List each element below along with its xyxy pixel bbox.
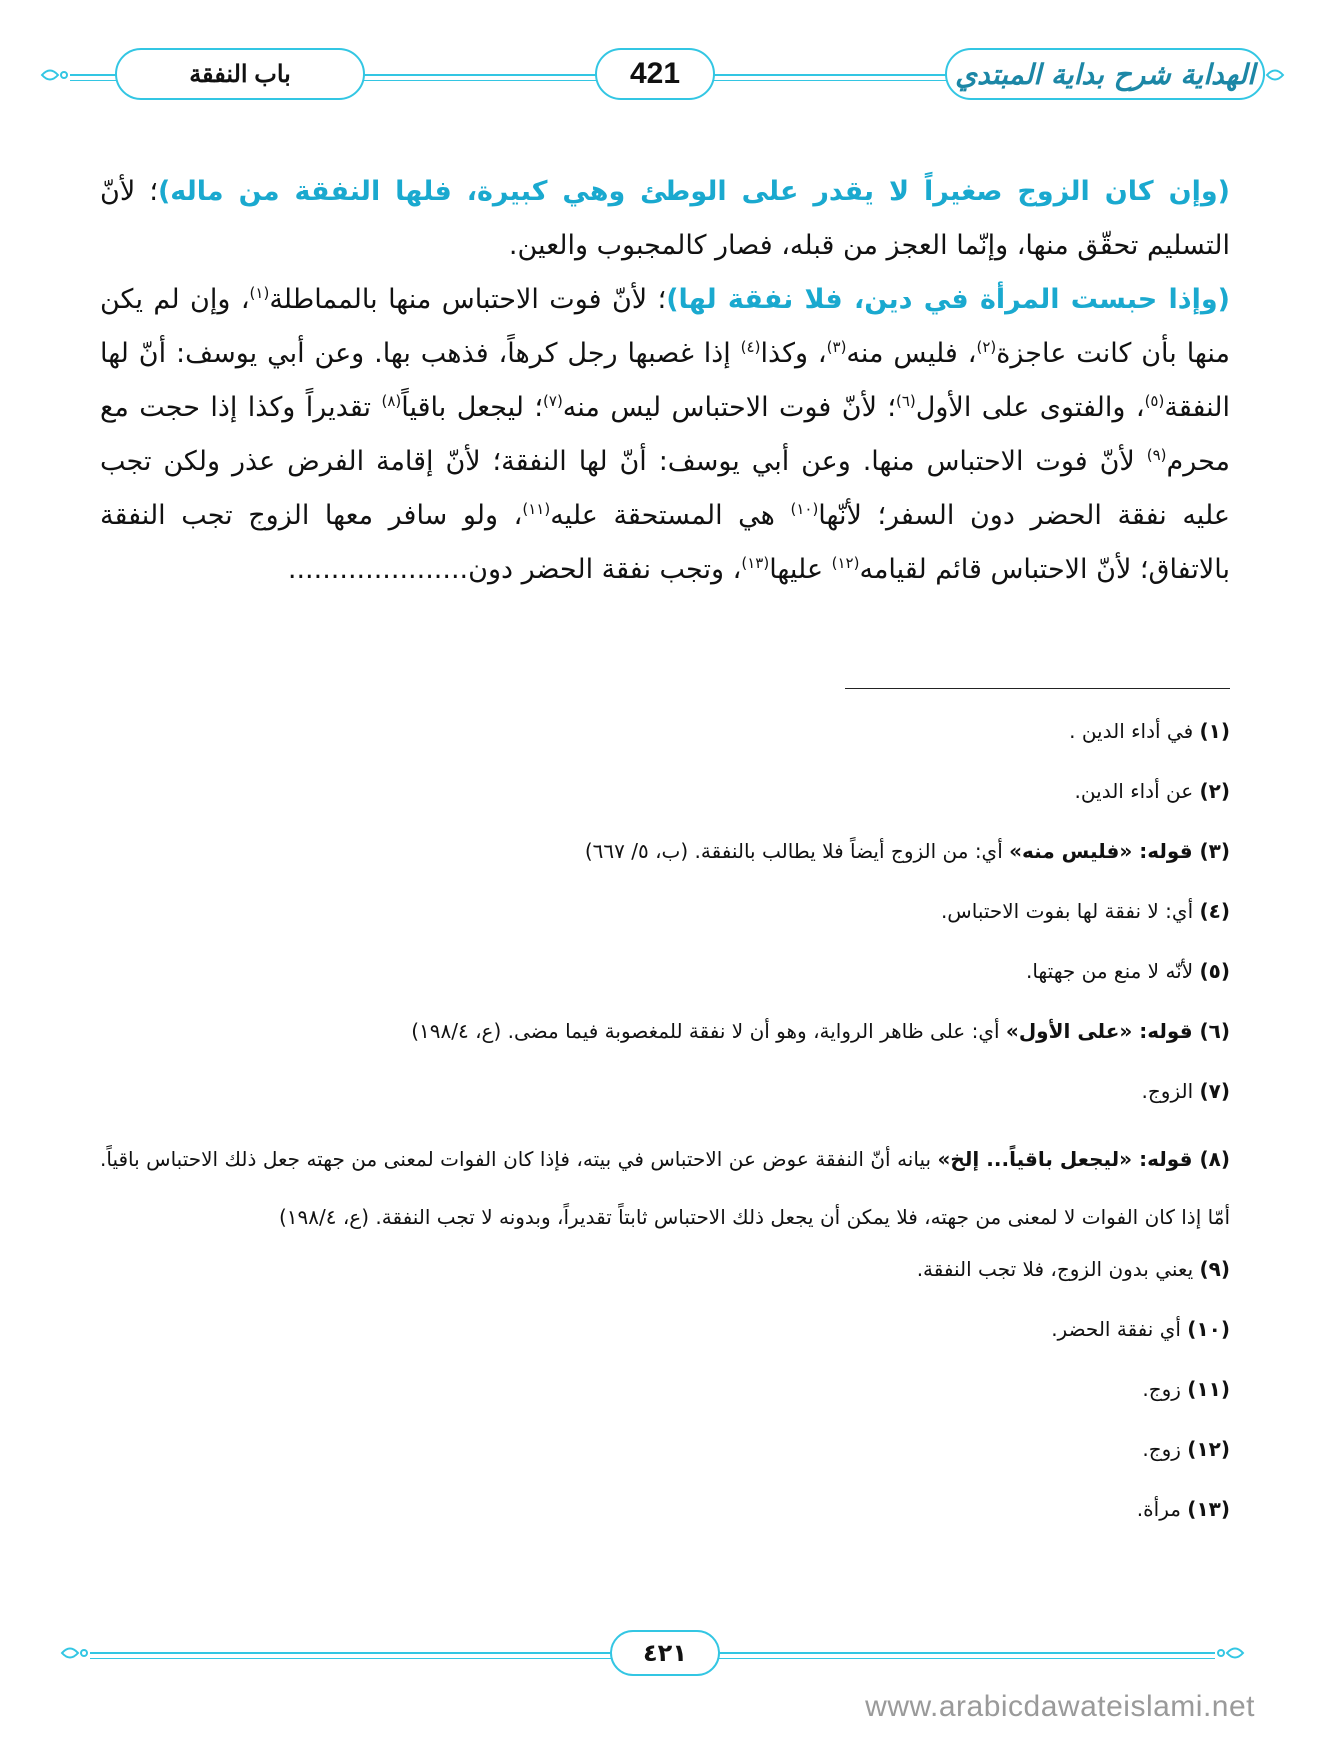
- footnote-ref[interactable]: (٣): [826, 338, 847, 356]
- footnote-ref[interactable]: (١٢): [831, 554, 860, 572]
- page-footer: [60, 1628, 1245, 1678]
- footnote-ref[interactable]: (٧): [543, 392, 563, 410]
- footnote-number: (٣): [1199, 839, 1230, 863]
- commentary-text: هي المستحقة عليه: [550, 500, 791, 531]
- footnote: [100, 890, 1230, 950]
- footnote: [100, 1308, 1230, 1368]
- footnote: [100, 710, 1230, 770]
- commentary-text: ، فليس منه: [846, 338, 977, 369]
- matn-text: (وإن كان الزوج صغيراً لا يقدر على الوطئ وهي كبيرة، فلها النفقة من ماله): [157, 176, 1230, 207]
- footnote-number: (١٠): [1187, 1317, 1230, 1341]
- commentary-text: ، وتجب نفقة الحضر دون: [468, 554, 742, 585]
- footnote: [100, 1428, 1230, 1488]
- footnote-ref[interactable]: (١٣): [741, 554, 770, 572]
- footnote-ref[interactable]: (٨): [381, 392, 402, 410]
- footnote: [100, 1010, 1230, 1070]
- footnote-text: أي: على ظاهر الرواية، وهو أن لا نفقة للمغصوبة فيما مضى. (ع، ١٩٨/٤): [411, 1019, 1006, 1043]
- commentary-text: تقديراً وكذا إذا حجت مع محرم: [100, 392, 1230, 477]
- footnote-ref[interactable]: (٦): [896, 392, 916, 410]
- footnote-keyword: قوله: «ليجعل باقياً... إلخ»: [937, 1147, 1200, 1171]
- footnote-text: أي: من الزوج أيضاً فلا يطالب بالنفقة. (ب، ٥/ ٦٦٧): [584, 839, 1010, 863]
- commentary-text: ، ولو سافر معها الزوج تجب النفقة بالاتفاق؛ لأنّ الاحتباس قائم لقيامه: [100, 500, 1230, 585]
- page-header: [40, 40, 1285, 110]
- footnote-ref[interactable]: (١): [249, 284, 270, 302]
- footnote-text: زوج.: [1142, 1437, 1188, 1461]
- footnote-text: بيانه أنّ النفقة عوض عن الاحتباس في بيته، فإذا كان الفوات لمعنى من جهته جعل ذلك الاحتباس باقياً. أمّا إذا كان الفوات لا لمعنى من جهته، فلا يمكن أن يجعل ذلك الاحتباس ثابتاً تقديراً، وبدونه لا تجب النفقة. (ع، ١٩٨/٤): [100, 1147, 1230, 1229]
- paragraph-1: [100, 165, 1230, 273]
- footnote: [100, 1368, 1230, 1428]
- footnote-ref[interactable]: (٤): [740, 338, 761, 356]
- footnote-text: في أداء الدين .: [1069, 719, 1200, 743]
- paragraph-2: [100, 273, 1230, 597]
- matn-text: (وإذا حبست المرأة في دين، فلا نفقة لها): [666, 284, 1230, 315]
- footnote: [100, 770, 1230, 830]
- footnote: [100, 950, 1230, 1010]
- footnote-keyword: قوله: «فليس منه»: [1009, 839, 1200, 863]
- continuation-dots: .....................: [287, 554, 469, 585]
- main-text: [100, 165, 1230, 597]
- footnote: [100, 830, 1230, 890]
- footnote-number: (١٣): [1187, 1497, 1230, 1521]
- footnote-number: (١٢): [1187, 1437, 1230, 1461]
- commentary-text: ، وإن لم يكن منها بأن كانت عاجزة: [100, 284, 1230, 369]
- footnote-number: (٧): [1199, 1079, 1230, 1103]
- footnote: [100, 1070, 1230, 1130]
- ornament-icon: [60, 1642, 90, 1664]
- footnote-number: (٥): [1199, 959, 1230, 983]
- footnote-number: (٨): [1199, 1147, 1230, 1171]
- footnote: [100, 1130, 1230, 1248]
- commentary-text: لأنّ فوت الاحتباس منها. وعن أبي يوسف: أنّ لها النفقة؛ لأنّ إقامة الفرض عذر ولكن تجب عليه نفقة الحضر دون السفر؛ لأنّها: [100, 446, 1231, 531]
- footnote-text: أي: لا نفقة لها بفوت الاحتباس.: [940, 899, 1200, 923]
- footnote-number: (٩): [1199, 1257, 1230, 1281]
- commentary-text: ؛ لأنّ فوت الاحتباس منها بالمماطلة: [269, 284, 667, 315]
- footnote-ref[interactable]: (٢): [976, 338, 997, 356]
- footnote-text: أي نفقة الحضر.: [1051, 1317, 1188, 1341]
- commentary-text: ؛ لأنّ فوت الاحتباس ليس منه: [562, 392, 896, 423]
- footnote-keyword: قوله: «على الأول»: [1005, 1019, 1200, 1043]
- book-title: الهداية شرح بداية المبتدي: [945, 48, 1265, 100]
- commentary-text: عليها: [769, 554, 832, 585]
- commentary-text: ؛ لأنّ التسليم تحقّق منها، وإنّما العجز من قبله، فصار كالمجبوب والعين.: [100, 176, 1230, 261]
- footnote-text: الزوج.: [1141, 1079, 1200, 1103]
- footnote-ref[interactable]: (١١): [522, 500, 551, 518]
- footnote-text: يعني بدون الزوج، فلا تجب النفقة.: [916, 1257, 1200, 1281]
- footnote-text: لأنّه لا منع من جهتها.: [1025, 959, 1200, 983]
- commentary-text: ، وكذا: [760, 338, 827, 369]
- footnote-text: مرأة.: [1136, 1497, 1188, 1521]
- footnote: [100, 1488, 1230, 1548]
- website-url[interactable]: www.arabicdawateislami.net: [865, 1690, 1255, 1723]
- commentary-text: إذا غصبها رجل كرهاً، فذهب بها. وعن أبي يوسف: أنّ لها النفقة: [100, 338, 1231, 423]
- footnotes: [100, 710, 1230, 1548]
- footnote-text: زوج.: [1142, 1377, 1188, 1401]
- footnote-separator: [845, 688, 1230, 689]
- page-number-bottom: ٤٢١: [610, 1630, 720, 1676]
- footnote-number: (١): [1199, 719, 1230, 743]
- commentary-text: ؛ ليجعل باقياً: [401, 392, 544, 423]
- footnote-number: (٤): [1199, 899, 1230, 923]
- footnote-ref[interactable]: (٩): [1146, 446, 1167, 464]
- page-number-top: 421: [595, 48, 715, 100]
- footnote: [100, 1248, 1230, 1308]
- ornament-icon: [40, 64, 70, 86]
- footnote-text: عن أداء الدين.: [1074, 779, 1200, 803]
- footnote-ref[interactable]: (١٠): [790, 500, 819, 518]
- chapter-title: باب النفقة: [115, 48, 365, 100]
- ornament-icon: [1215, 1642, 1245, 1664]
- footnote-ref[interactable]: (٥): [1144, 392, 1165, 410]
- footnote-number: (٢): [1199, 779, 1230, 803]
- footnote-number: (١١): [1187, 1377, 1230, 1401]
- footnote-number: (٦): [1199, 1019, 1230, 1043]
- commentary-text: ، والفتوى على الأول: [915, 392, 1145, 423]
